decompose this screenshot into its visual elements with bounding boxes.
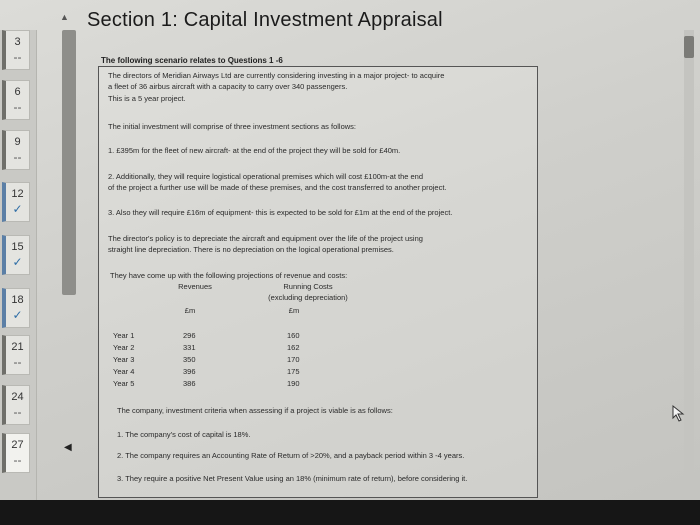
table-cell-revenue: 296	[183, 331, 196, 340]
column-header-running-costs: Running Costs	[283, 282, 333, 291]
content-scrollbar-thumb[interactable]	[684, 36, 694, 58]
policy-text: straight line depreciation. There is no depreciation on the logical operational premises.	[108, 245, 394, 254]
unit-label: £m	[184, 306, 196, 315]
question-number: 9	[14, 136, 21, 148]
question-navigator	[0, 30, 37, 500]
table-row-year: Year 4	[113, 367, 135, 376]
question-status-mark: --	[13, 453, 22, 467]
question-status-mark: --	[13, 100, 22, 114]
intro-line: The directors of Meridian Airways Ltd are currently considering investing in a major project- to acquire	[108, 71, 445, 80]
question-tile[interactable]	[2, 130, 30, 170]
criterion-1: 1. The company's cost of capital is 18%.	[117, 430, 251, 439]
question-tile[interactable]	[2, 235, 30, 275]
table-cell-revenue: 350	[183, 355, 196, 364]
question-tile[interactable]	[2, 335, 30, 375]
content-scrollbar[interactable]	[684, 30, 694, 490]
check-icon: ✓	[12, 202, 23, 216]
initial-investment-text: The initial investment will comprise of three investment sections as follows:	[108, 122, 357, 131]
criterion-2: 2. The company requires an Accounting Rate of Return of >20%, and a payback period within 3 -4 years.	[117, 451, 465, 460]
question-number: 3	[14, 36, 21, 48]
policy-text: The director's policy is to depreciate the aircraft and equipment over the life of the project using	[108, 234, 423, 243]
question-tile[interactable]	[2, 80, 30, 120]
question-tile[interactable]	[2, 182, 30, 222]
navigator-up-arrow-icon[interactable]: ▲	[60, 12, 69, 22]
question-tile[interactable]	[2, 433, 30, 473]
table-cell-revenue: 386	[183, 379, 196, 388]
question-tile[interactable]	[2, 30, 30, 70]
table-cell-cost: 175	[287, 367, 300, 376]
unit-label: £m	[288, 306, 300, 315]
table-cell-revenue: 396	[183, 367, 196, 376]
mouse-pointer-icon	[671, 404, 685, 422]
page-title: Section 1: Capital Investment Appraisal	[87, 9, 443, 31]
investment-item-1: 1. £395m for the fleet of new aircraft- at the end of the project they will be sold for £40m.	[108, 146, 401, 155]
investment-item-3: 3. Also they will require £16m of equipment- this is expected to be sold for £1m at the end of the project.	[108, 208, 453, 217]
question-tile[interactable]	[2, 385, 30, 425]
table-cell-cost: 160	[287, 331, 300, 340]
question-number: 6	[14, 86, 21, 98]
table-row-year: Year 3	[113, 355, 135, 364]
scenario-heading: The following scenario relates to Questions 1 -6	[101, 56, 283, 65]
navigator-scrollbar[interactable]	[62, 30, 76, 295]
question-number: 21	[11, 341, 24, 353]
screen-bezel	[0, 500, 700, 525]
table-row-year: Year 2	[113, 343, 135, 352]
column-header-running-costs-note: (excluding depreciation)	[268, 293, 348, 302]
question-status-mark: --	[13, 405, 22, 419]
criteria-text: The company, investment criteria when assessing if a project is viable is as follows:	[117, 406, 393, 415]
question-status-mark: --	[13, 150, 22, 164]
question-tile[interactable]	[2, 288, 30, 328]
check-icon: ✓	[12, 308, 23, 322]
check-icon: ✓	[12, 255, 23, 269]
intro-line: a fleet of 36 airbus aircraft with a capacity to carry over 340 passengers.	[108, 82, 348, 91]
question-number: 18	[11, 294, 24, 306]
intro-line: This is a 5 year project.	[108, 94, 186, 103]
table-cell-cost: 162	[287, 343, 300, 352]
investment-item-2-continued: of the project a further use will be made of these premises, and the cost transferred to another project.	[108, 183, 447, 192]
question-number: 12	[11, 188, 24, 200]
criterion-3: 3. They require a positive Net Present Value using an 18% (minimum rate of return), before considering it.	[117, 474, 468, 483]
investment-item-2: 2. Additionally, they will require logistical operational premises which will cost £100m-at the end	[108, 172, 424, 181]
question-number: 15	[11, 241, 24, 253]
table-row-year: Year 1	[113, 331, 135, 340]
column-header-revenues: Revenues	[178, 282, 212, 291]
question-status-mark: --	[13, 50, 22, 64]
projections-text: They have come up with the following projections of revenue and costs:	[110, 271, 348, 280]
navigator-collapse-arrow-icon[interactable]: ◀	[64, 442, 72, 453]
table-cell-cost: 170	[287, 355, 300, 364]
table-cell-cost: 190	[287, 379, 300, 388]
question-status-mark: --	[13, 355, 22, 369]
table-cell-revenue: 331	[183, 343, 196, 352]
question-number: 24	[11, 391, 24, 403]
table-row-year: Year 5	[113, 379, 135, 388]
question-number: 27	[11, 439, 24, 451]
